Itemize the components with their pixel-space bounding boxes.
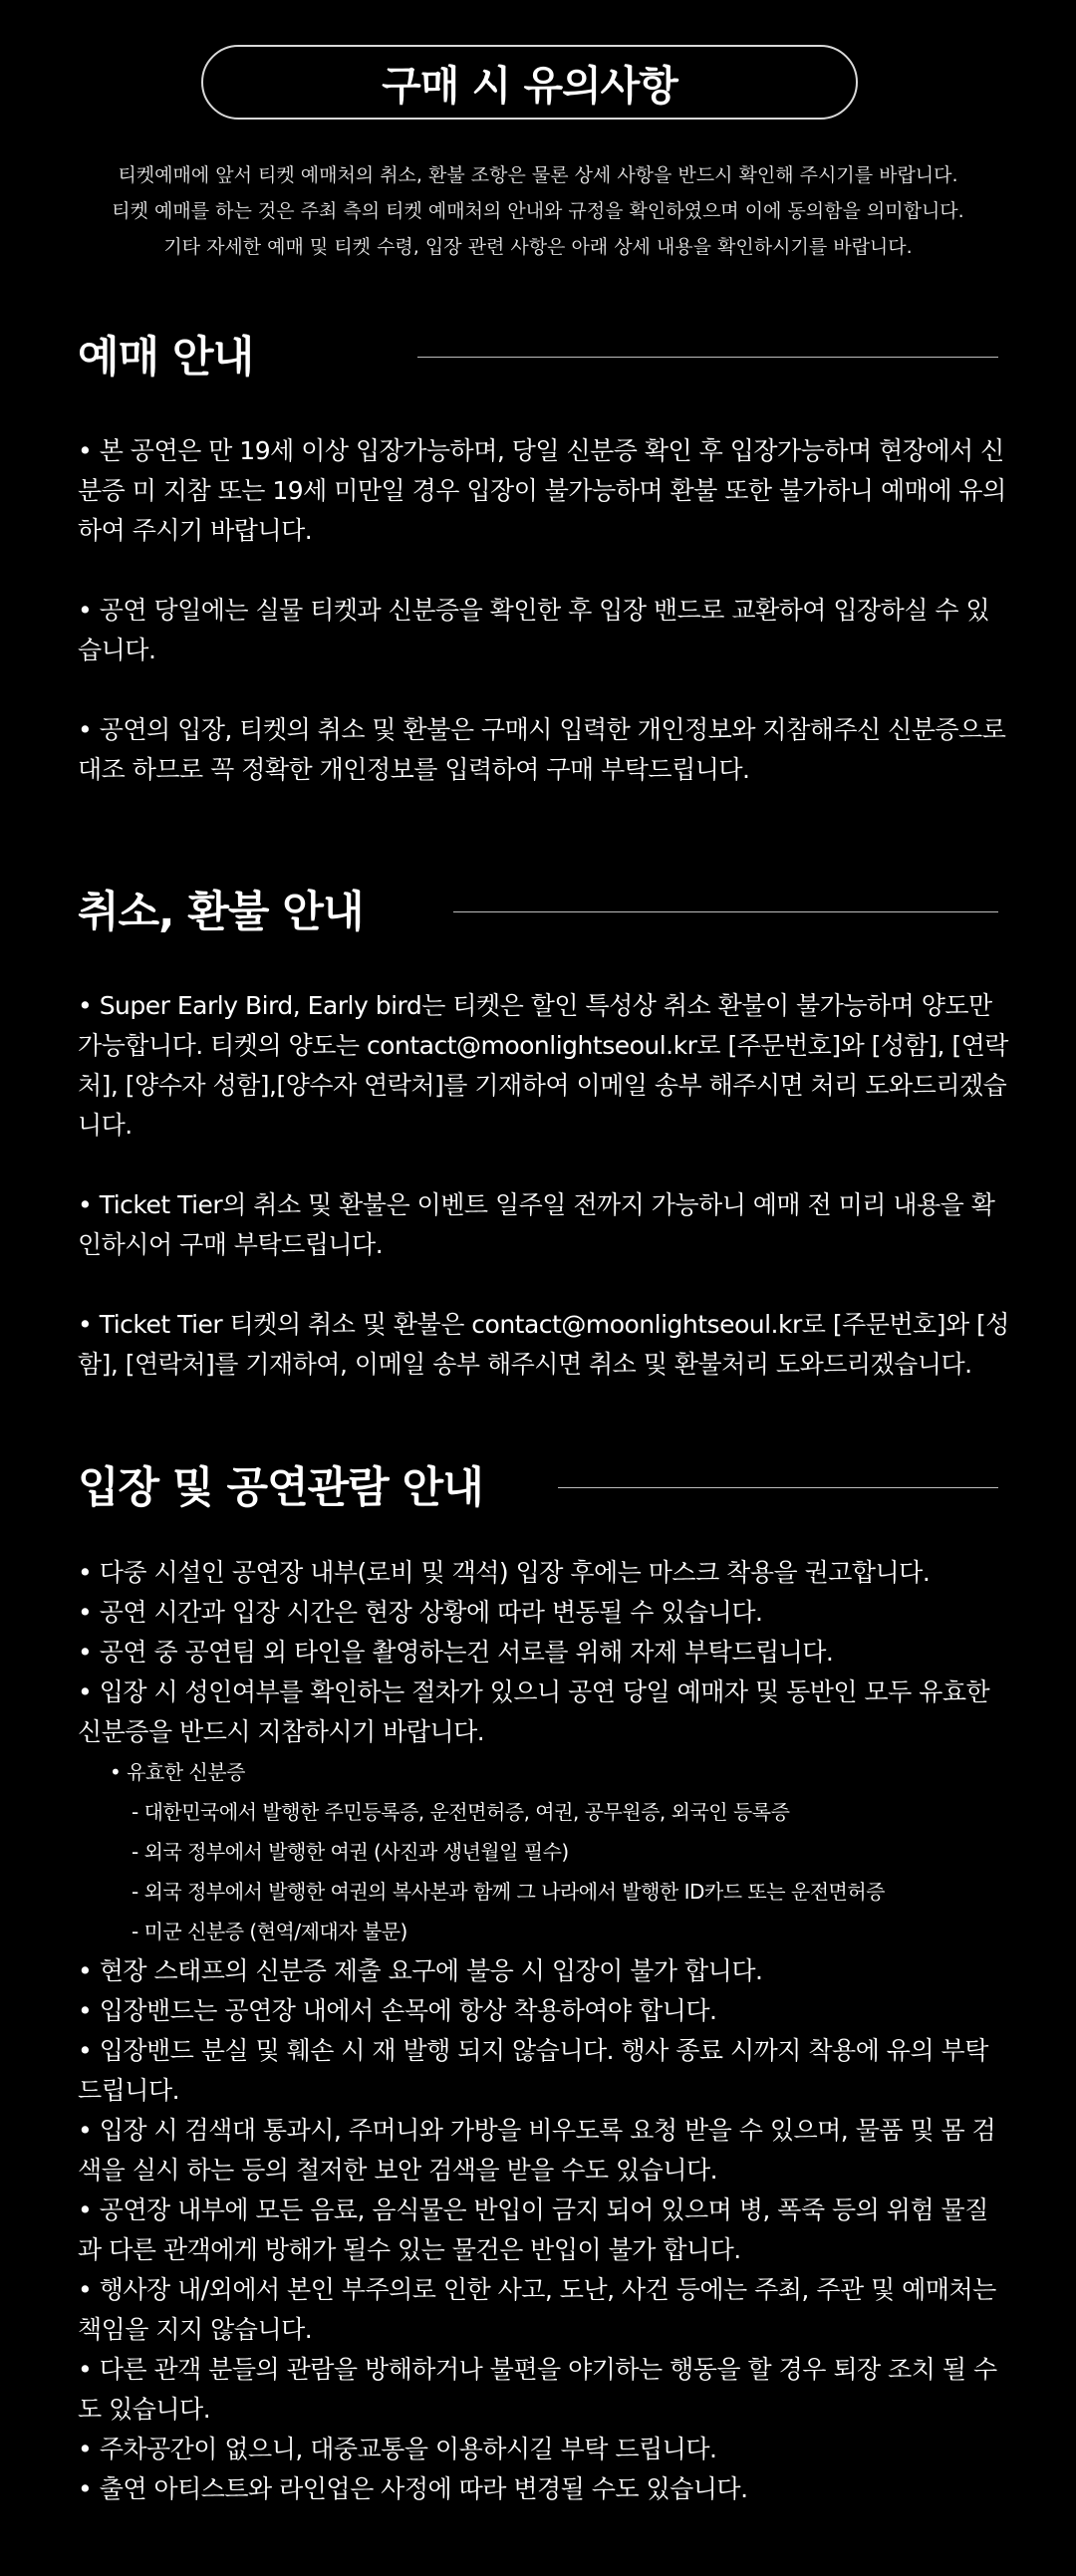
page-title (201, 45, 858, 120)
list-item: • 공연 중 공연팀 외 타인을 촬영하는건 서로를 위해 자제 부탁드립니다. (78, 1638, 834, 1667)
divider (558, 1487, 998, 1488)
list-item: • 입장밴드는 공연장 내에서 손목에 항상 착용하여야 합니다. (78, 1996, 717, 2025)
list-item: • 공연 시간과 입장 시간은 현장 상황에 따라 변동될 수 있습니다. (78, 1598, 763, 1627)
list-item: • 행사장 내/외에서 본인 부주의로 인한 사고, 도난, 사건 등에는 주최, 주관 및 예매처는 책임을 지지 않습니다. (78, 2275, 996, 2344)
id-list-item: - 대한민국에서 발행한 주민등록증, 운전면허증, 여권, 공무원증, 외국인 등록증 (132, 1800, 790, 1824)
list-item: • Super Early Bird, Early bird는 티켓은 할인 특성상 취소 환불이 불가능하며 양도만 가능합니다. 티켓의 양도는 contact@moonlightseoul.kr로 [주문번호]와 [성함], [연락처], [양수자 성함],[양수자 연락처]를 기재하여 이메일 송부 해주시면 처리 도와드리겠습니다. (78, 991, 1008, 1140)
booking-heading: 예매 안내 (78, 333, 254, 383)
list-item: • 다중 시설인 공연장 내부(로비 및 객석) 입장 후에는 마스크 착용을 권고합니다. (78, 1558, 931, 1587)
booking-notes (78, 431, 1009, 790)
list-item: • 입장 시 검색대 통과시, 주머니와 가방을 비우도록 요청 받을 수 있으며, 물품 및 몸 검색을 실시 하는 등의 철저한 보안 검색을 받을 수도 있습니다. (78, 2116, 996, 2185)
list-item: • 다른 관객 분들의 관람을 방해하거나 불편을 야기하는 행동을 할 경우 퇴장 조치 될 수도 있습니다. (78, 2355, 997, 2424)
list-item: • 공연의 입장, 티켓의 취소 및 환불은 구매시 입력한 개인정보와 지참해주신 신분증으로 대조 하므로 꼭 정확한 개인정보를 입력하여 구매 부탁드립니다. (78, 715, 1006, 784)
id-list-item: - 외국 정부에서 발행한 여권의 복사본과 함께 그 나라에서 발행한 ID카드 또는 운전면허증 (132, 1880, 886, 1904)
entry-section-header (78, 1454, 998, 1515)
page-title-text: 구매 시 유의사항 (382, 62, 677, 110)
refund-section-header (78, 879, 998, 939)
intro-line: 티켓 예매를 하는 것은 주최 측의 티켓 예매처의 안내와 규정을 확인하였으며 이에 동의함을 의미합니다. (112, 200, 964, 222)
list-item: • 본 공연은 만 19세 이상 입장가능하며, 당일 신분증 확인 후 입장가능하며 현장에서 신분증 미 지참 또는 19세 미만일 경우 입장이 불가능하며 환불 또한 불가하니 예매에 유의하여 주시기 바랍니다. (78, 436, 1006, 545)
divider (417, 357, 998, 358)
entry-notes (78, 1553, 1009, 2509)
list-item: • 공연 당일에는 실물 티켓과 신분증을 확인한 후 입장 밴드로 교환하여 입장하실 수 있습니다. (78, 596, 990, 664)
refund-heading: 취소, 환불 안내 (78, 888, 364, 937)
list-item: • 현장 스태프의 신분증 제출 요구에 불응 시 입장이 불가 합니다. (78, 1956, 763, 1985)
list-item: • 입장밴드 분실 및 훼손 시 재 발행 되지 않습니다. 행사 종료 시까지 착용에 유의 부탁드립니다. (78, 2036, 988, 2105)
intro-text (0, 157, 1076, 265)
list-item: • 입장 시 성인여부를 확인하는 절차가 있으니 공연 당일 예매자 및 동반인 모두 유효한 신분증을 반드시 지참하시기 바랍니다. (78, 1677, 990, 1746)
id-list-item: - 외국 정부에서 발행한 여권 (사진과 생년월일 필수) (132, 1840, 569, 1864)
divider (453, 911, 998, 912)
intro-line: 티켓예매에 앞서 티켓 예매처의 취소, 환불 조항은 물론 상세 사항을 반드시 확인해 주시기를 바랍니다. (118, 164, 958, 186)
list-item: • 공연장 내부에 모든 음료, 음식물은 반입이 금지 되어 있으며 병, 폭죽 등의 위험 물질과 다른 관객에게 방해가 될수 있는 물건은 반입이 불가 합니다. (78, 2195, 988, 2264)
intro-line: 기타 자세한 예매 및 티켓 수령, 입장 관련 사항은 아래 상세 내용을 확인하시기를 바랍니다. (163, 236, 913, 258)
id-list-item: - 미군 신분증 (현역/제대자 불문) (132, 1920, 407, 1943)
booking-section-header (78, 324, 998, 385)
list-item: • 출연 아티스트와 라인업은 사정에 따라 변경될 수도 있습니다. (78, 2474, 748, 2503)
list-item: • 주차공간이 없으니, 대중교통을 이용하시길 부탁 드립니다. (78, 2435, 717, 2463)
id-subheading: • 유효한 신분증 (110, 1760, 245, 1784)
list-item: • Ticket Tier 티켓의 취소 및 환불은 contact@moonlightseoul.kr로 [주문번호]와 [성함], [연락처]를 기재하여, 이메일 송부 해주시면 취소 및 환불처리 도와드리겠습니다. (78, 1310, 1009, 1379)
list-item: • Ticket Tier의 취소 및 환불은 이벤트 일주일 전까지 가능하니 예매 전 미리 내용을 확인하시어 구매 부탁드립니다. (78, 1190, 995, 1259)
entry-heading: 입장 및 공연관람 안내 (78, 1463, 483, 1513)
refund-notes (78, 986, 1009, 1385)
